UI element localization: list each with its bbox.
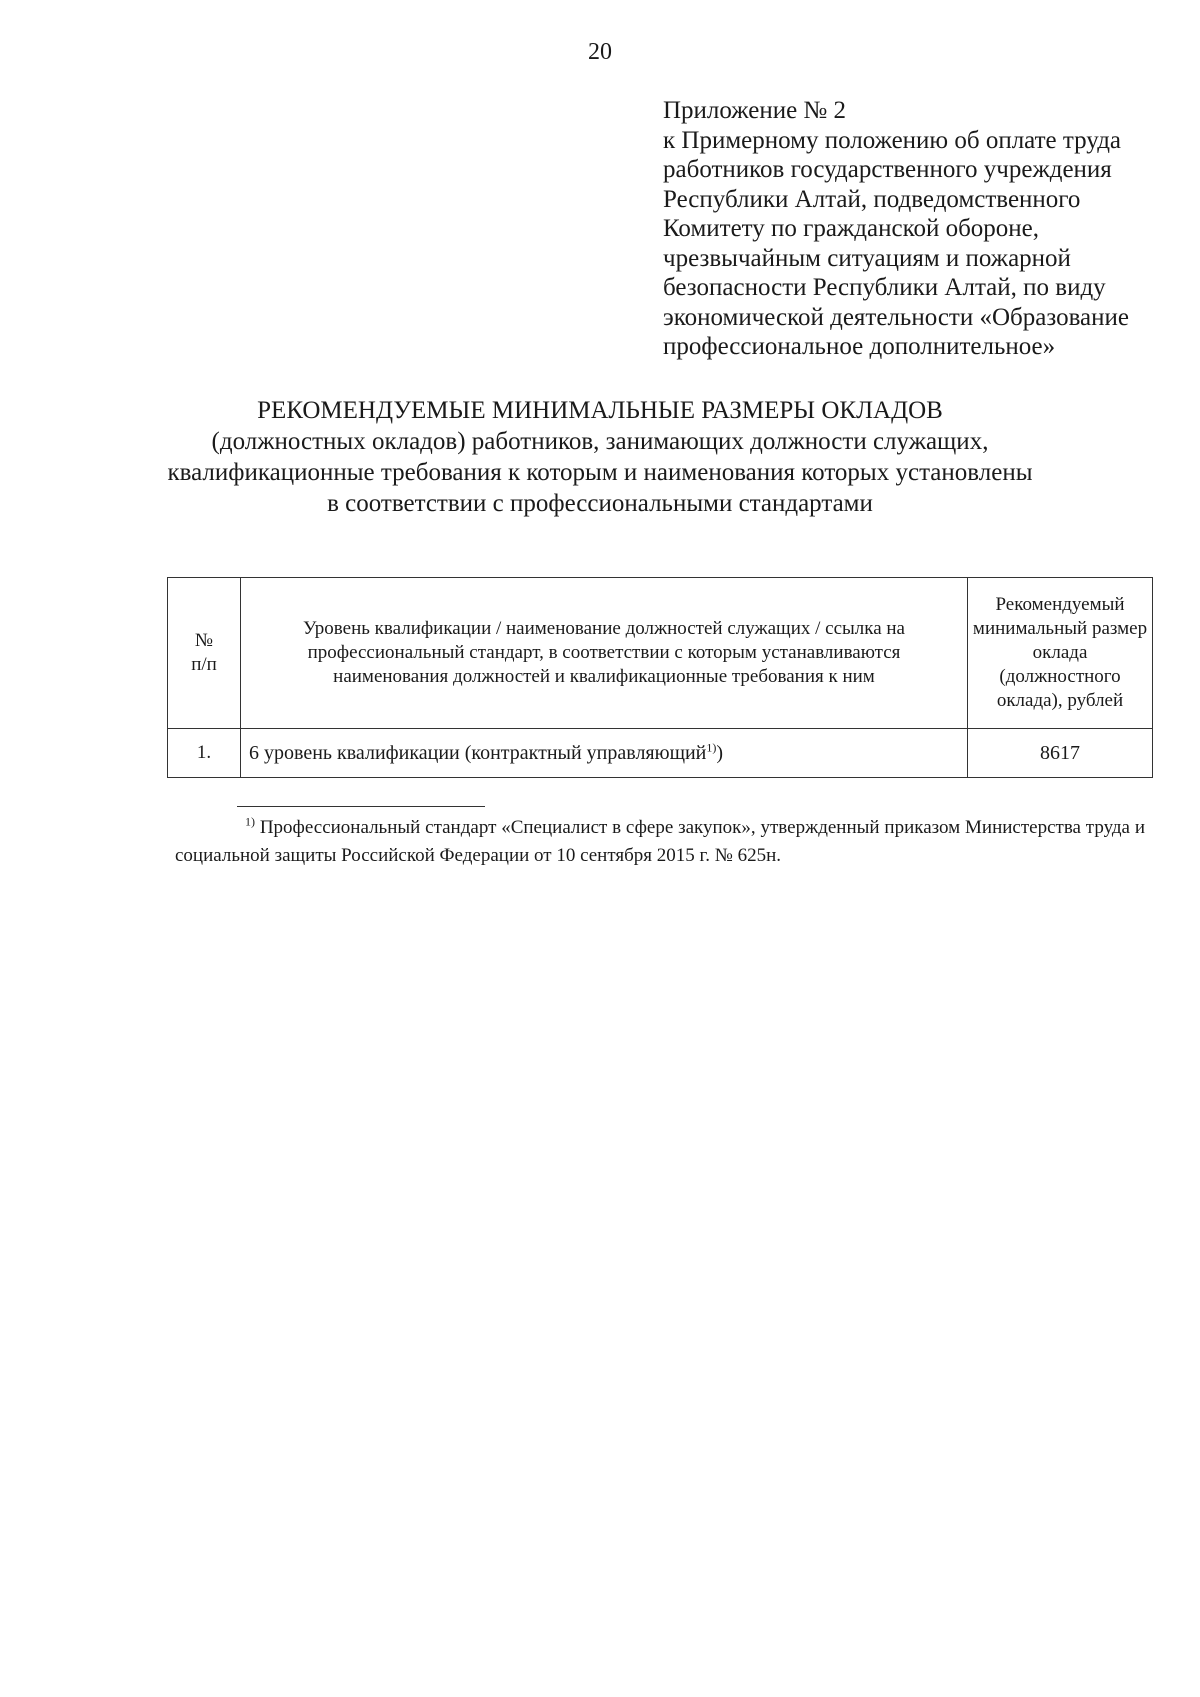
appendix-line: Республики Алтай, подведомственного — [663, 185, 1081, 213]
header-number-abbr: п/п — [191, 654, 217, 675]
salary-table — [167, 577, 1153, 778]
document-heading — [0, 395, 1200, 519]
row-number: 1. — [168, 729, 241, 778]
appendix-line: Приложение № 2 — [663, 97, 847, 124]
heading-line: в соответствии с профессиональными стандартами — [327, 490, 873, 517]
appendix-line: экономической деятельности «Образование — [663, 303, 1129, 331]
footnote-mark: 1) — [245, 814, 255, 829]
table-header-row — [168, 578, 1153, 729]
row-qualification-text: 6 уровень квалификации (контрактный управляющий — [249, 742, 707, 764]
heading-line: (должностных окладов) работников, занимающих должности служащих, — [211, 428, 989, 455]
page-number: 20 — [588, 39, 612, 65]
appendix-line: Комитету по гражданской обороне, — [663, 215, 1040, 242]
appendix-line: безопасности Республики Алтай, по виду — [663, 274, 1106, 301]
appendix-block — [663, 96, 1183, 362]
appendix-line: чрезвычайным ситуациям и пожарной — [663, 244, 1071, 272]
footnote — [175, 814, 1145, 870]
header-salary: Рекомендуемый минимальный размер оклада (должностного оклада), рублей — [968, 578, 1153, 729]
footnote-divider — [237, 806, 485, 807]
appendix-line: к Примерному положению об оплате труда — [663, 126, 1122, 154]
appendix-line: профессиональное дополнительное» — [663, 333, 1056, 360]
header-qualification: Уровень квалификации / наименование должностей служащих / ссылка на профессиональный стандарт, в соответствии с которым устанавливаются наименования должностей и квалификационные требования к ним — [241, 578, 968, 729]
row-salary: 8617 — [968, 729, 1153, 778]
heading-title: РЕКОМЕНДУЕМЫЕ МИНИМАЛЬНЫЕ РАЗМЕРЫ ОКЛАДОВ — [257, 397, 943, 424]
heading-line: квалификационные требования к которым и наименования которых установлены — [167, 459, 1033, 486]
footnote-text: Профессиональный стандарт «Специалист в сфере закупок», утвержденный приказом Министерства труда и социальной защиты Российской Федерации от 10 сентября 2015 г. № 625н. — [175, 817, 1145, 866]
footnote-ref: 1) — [706, 740, 717, 755]
row-qualification-close: ) — [716, 742, 724, 764]
row-qualification — [241, 729, 968, 778]
header-number — [168, 578, 241, 729]
header-number-sign: № — [194, 630, 214, 651]
table-row — [168, 729, 1153, 778]
appendix-line: работников государственного учреждения — [663, 156, 1112, 183]
